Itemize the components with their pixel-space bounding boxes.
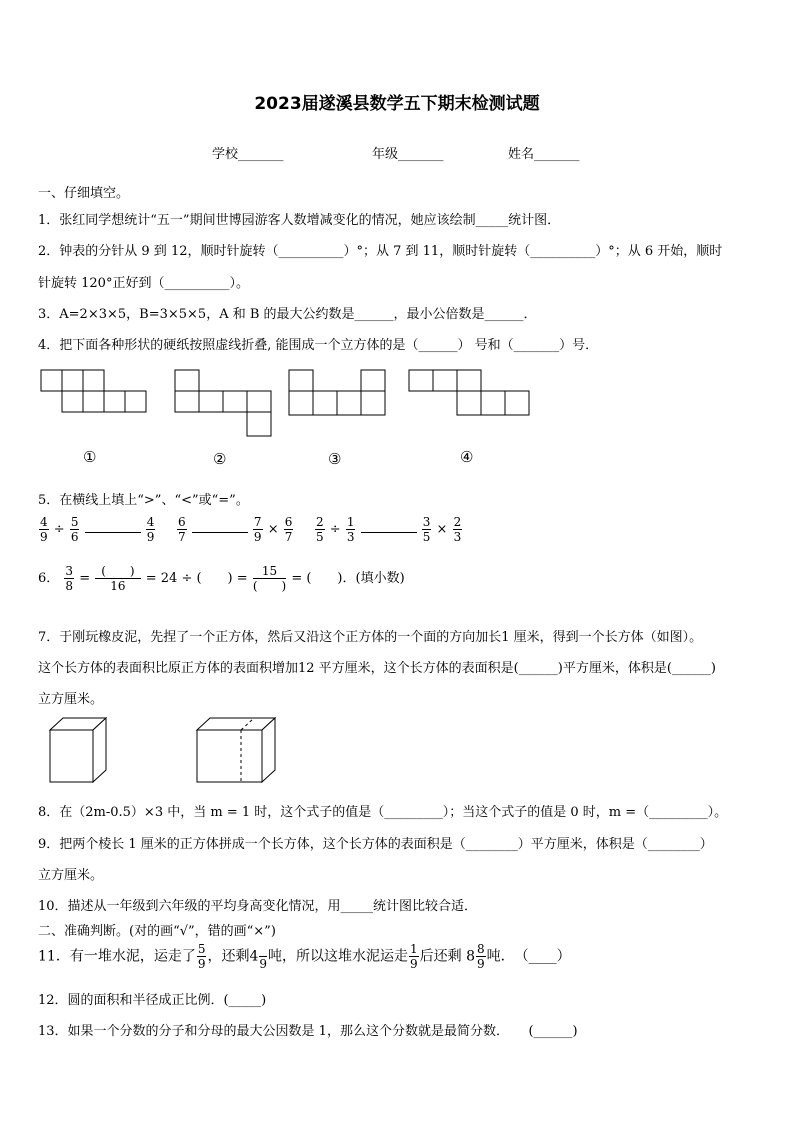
question-13: 13．如果一个分数的分子和分母的最大公因数是 1，那么这个分数就是最简分数． (______) [38, 1024, 578, 1039]
cube-figure [40, 715, 280, 787]
question-9-line-2: 立方厘米。 [38, 868, 104, 883]
net-label-1: ① [83, 448, 97, 466]
question-9-line-1: 9．把两个棱长 1 厘米的正方体拼成一个长方体，这个长方体的表面积是（________）平方厘米，体积是（________） [38, 837, 713, 852]
net-4 [409, 370, 529, 415]
cube-nets-figure [38, 366, 538, 441]
question-7-line-3: 立方厘米。 [38, 692, 104, 707]
net-3 [289, 370, 385, 415]
name-field: 姓名_______ [508, 147, 580, 162]
cuboid [197, 718, 275, 782]
answer-blank[interactable] [192, 519, 248, 533]
question-8: 8．在（2m-0.5）×3 中，当 m = 1 时，这个式子的值是（_________）；当这个式子的值是 0 时，m =（_________）。 [38, 805, 728, 820]
net-2 [175, 370, 271, 436]
question-4: 4．把下面各种形状的硬纸按照虚线折叠, 能围成一个立方体的是（______） 号和（_______）号． [38, 338, 599, 353]
question-2-line-1: 2．钟表的分针从 9 到 12，顺时针旋转（__________）°；从 7 到 11，顺时针旋转（__________）°；从 6 开始，顺时 [38, 244, 723, 259]
school-field: 学校_______ [212, 147, 284, 162]
answer-blank[interactable] [361, 519, 417, 533]
grade-field: 年级_______ [372, 147, 444, 162]
question-6: 6． $\frac{3}{8}$ = $\frac{( )}{16}$ = 24 ÷ ( ) = $\frac{15}{( )}$ = ( )．(填小数) [38, 564, 405, 593]
question-5: 5．在横线上填上“>”、“<”或“=”。 [38, 493, 249, 508]
net-1 [41, 370, 146, 412]
question-5-expression-3: $\frac{2}{5}$ ÷ $\frac{1}{3}$ $\frac{3}{5}$ × $\frac{2}{3}$ [316, 515, 462, 544]
question-10: 10．描述从一年级到六年级的平均身高变化情况，用_____统计图比较合适． [38, 899, 478, 914]
question-5-expression-2: $\frac{6}{7}$ $\frac{7}{9}$ × $\frac{6}{7}$ [178, 515, 293, 544]
question-12: 12．圆的面积和半径成正比例．(_____) [38, 993, 267, 1008]
page-title: 2023届遂溪县数学五下期末检测试题 [254, 94, 540, 114]
question-2-line-2: 针旋转 120°正好到（__________）。 [38, 276, 249, 291]
net-label-3: ③ [328, 450, 342, 468]
net-label-4: ④ [460, 448, 474, 466]
section-1-heading: 一、仔细填空。 [38, 186, 130, 201]
answer-blank[interactable] [85, 519, 141, 533]
question-7-line-2: 这个长方体的表面积比原正方体的表面积增加12 平方厘米，这个长方体的表面积是(______)平方厘米，体积是(______) [38, 661, 716, 676]
question-5-expression-1: $\frac{4}{9}$ ÷ $\frac{5}{6}$ $\frac{4}{9}$ [40, 515, 155, 544]
section-2-heading: 二、准确判断。(对的画“√”，错的画“×”) [38, 924, 276, 939]
question-11: 11．有一堆水泥，运走了 $\frac{5}{9}$ ，还剩4 9 吨，所以这堆水泥运走 $\frac{1}{9}$ 后还剩 8 $\frac{8}{9}$ 吨． （____） [38, 942, 571, 971]
question-3: 3．A=2×3×5，B=3×5×5，A 和 B 的最大公约数是______，最小公倍数是______． [38, 307, 537, 322]
question-7-line-1: 7．于刚玩橡皮泥，先捏了一个正方体，然后又沿这个正方体的一个面的方向加长1 厘米，得到一个长方体（如图）。 [38, 630, 703, 645]
question-1: 1．张红同学想统计“五一”期间世博园游客人数增减变化的情况，她应该绘制_____统计图． [38, 213, 561, 228]
cube [50, 718, 106, 782]
net-label-2: ② [213, 450, 227, 468]
